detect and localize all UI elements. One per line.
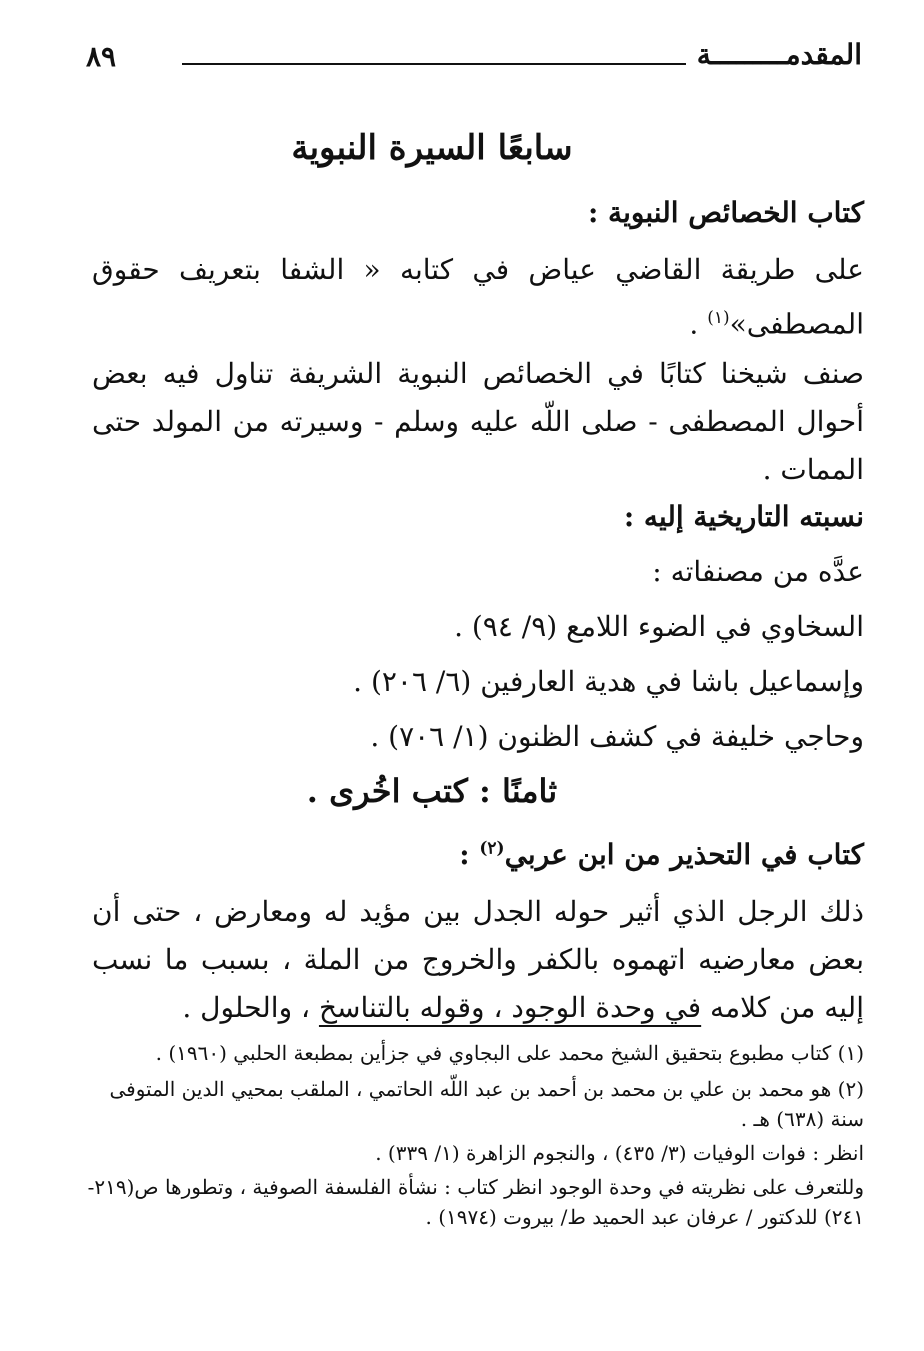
counted-label: عدَّه من مصنفاته : xyxy=(652,555,864,588)
paragraph-ibn-arabi xyxy=(92,888,864,1032)
paragraph-ibn-arabi-part2: ، والحلول . xyxy=(182,991,319,1024)
book-title-warning-text: كتاب في التحذير من ابن عربي xyxy=(504,838,864,871)
underlined-phrase: في وحدة الوجود ، وقوله بالتناسخ xyxy=(318,991,702,1024)
book-title-warning-colon: : xyxy=(459,838,480,871)
footnote-ref-2: (٢) xyxy=(479,838,505,859)
running-header xyxy=(86,36,862,80)
footnote-ref-1: (١) xyxy=(707,308,730,328)
footnote-2-see: انظر : فوات الوفيات (٣/ ٤٣٥) ، والنجوم الزاهرة (١/ ٣٣٩) . xyxy=(375,1141,864,1165)
source-line-ismail-pasha: وإسماعيل باشا في هدية العارفين (٦/ ٢٠٦) . xyxy=(353,665,864,698)
section-title-seventh: سابعًا السيرة النبوية xyxy=(291,128,573,168)
paragraph-shifa xyxy=(92,246,864,348)
paragraph-authored: صنف شيخنا كتابًا في الخصائص النبوية الشريفة تناول فيه بعض أحوال المصطفى - صلى اللّه عليه وسلم - وسيرته من المولد حتى الممات . xyxy=(92,357,864,486)
page-number: ٨٩ xyxy=(86,40,117,73)
section-title-eighth: ثامنًا : كتب اخُرى . xyxy=(306,772,558,810)
paragraph-ibn-arabi-part1: ذلك الرجل الذي أثير حوله الجدل بين مؤيد له ومعارض ، حتى أن بعض معارضيه اتهموه بالكفر والخروج من الملة ، بسبب ما نسب إليه من كلامه xyxy=(92,895,864,1024)
footnote-2-further: وللتعرف على نظريته في وحدة الوجود انظر كتاب : نشأة الفلسفة الصوفية ، وتطورها ص(٢١٩- ٢٤١) للدكتور / عرفان عبد الحميد ط/ بيروت (١٩٧٤) . xyxy=(87,1175,864,1229)
footnote-2: (٢) هو محمد بن علي بن محمد بن أحمد بن عبد اللّه الحاتمي ، الملقب بمحيي الدين المتوفى سنة (٦٣٨) هـ . xyxy=(109,1077,864,1131)
attribution-heading: نسبته التاريخية إليه : xyxy=(623,500,864,533)
book-title-khasais: كتاب الخصائص النبوية : xyxy=(587,196,864,229)
header-rule xyxy=(182,63,686,65)
paragraph-shifa-end: . xyxy=(689,307,708,341)
source-line-sakhawi: السخاوي في الضوء اللامع (٩/ ٩٤) . xyxy=(454,610,864,643)
chapter-title: المقدمـــــــــة xyxy=(696,38,862,71)
footnote-1: (١) كتاب مطبوع بتحقيق الشيخ محمد على البجاوي في جزأين بمطبعة الحلبي (١٩٦٠) . xyxy=(155,1041,864,1065)
paragraph-shifa-text: على طريقة القاضي عياض في كتابه « الشفا بتعريف حقوق المصطفى» xyxy=(92,253,864,341)
source-line-haji-khalifa: وحاجي خليفة في كشف الظنون (١/ ٧٠٦) . xyxy=(370,720,864,753)
book-title-warning xyxy=(92,838,864,871)
